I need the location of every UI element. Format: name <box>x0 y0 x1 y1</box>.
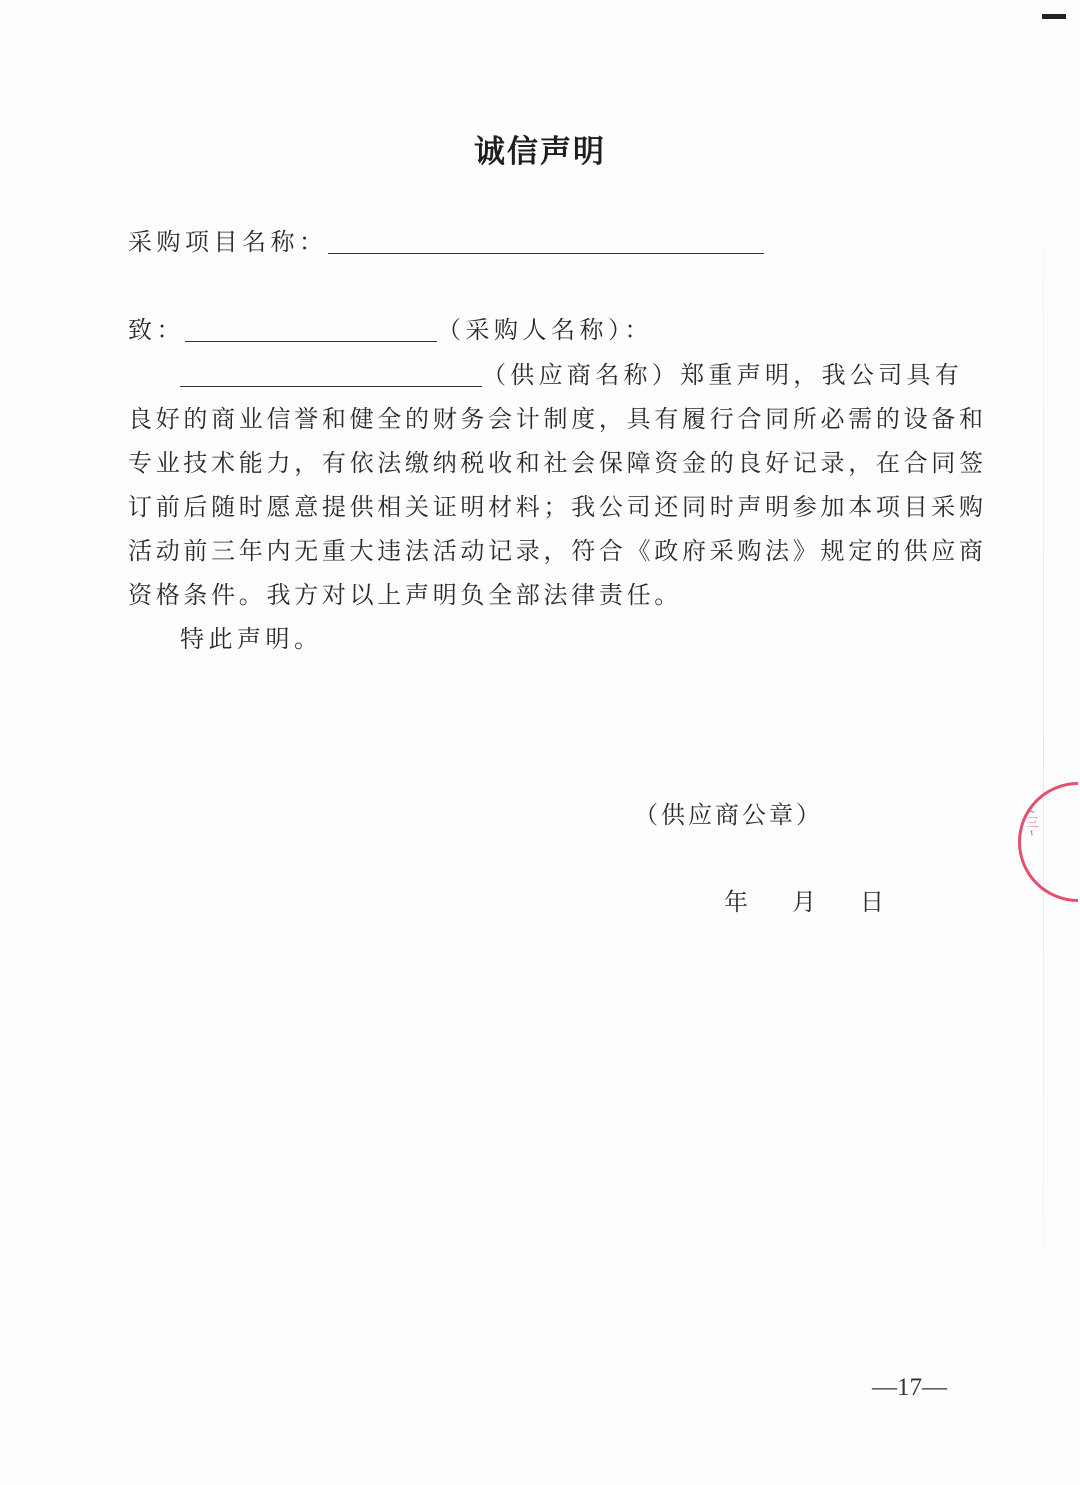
project-name-line <box>128 222 764 257</box>
body-line-1 <box>180 355 963 390</box>
project-name-blank[interactable] <box>328 229 764 254</box>
project-name-label: 采购项目名称： <box>128 228 328 256</box>
body-line-3: 专业技术能力，有依法缴纳税收和社会保障资金的良好记录，在合同签 <box>128 449 987 477</box>
addressee-line <box>128 310 653 345</box>
purchaser-name-hint: （采购人名称）： <box>437 316 653 344</box>
body-line-1-text: （供应商名称）郑重声明，我公司具有 <box>482 361 964 389</box>
seal-label: （供应商公章） <box>634 801 823 829</box>
closing-text: 特此声明。 <box>180 625 323 653</box>
corner-mark <box>1042 14 1066 19</box>
date-year: 年 <box>724 888 748 916</box>
document-title: 诚信声明 <box>474 134 606 170</box>
body-line-4: 订前后随时愿意提供相关证明材料；我公司还同时声明参加本项目采购 <box>128 493 987 521</box>
date-line <box>724 882 884 917</box>
page-number: —17— <box>872 1374 947 1401</box>
date-day: 日 <box>860 888 884 916</box>
body-line-5: 活动前三年内无重大违法活动记录，符合《政府采购法》规定的供应商 <box>128 537 987 565</box>
purchaser-name-blank[interactable] <box>185 317 437 342</box>
seal-stamp-marks: ｨ三ｰ <box>1025 808 1039 839</box>
body-line-6: 资格条件。我方对以上声明负全部法律责任。 <box>128 581 682 609</box>
supplier-name-blank[interactable] <box>180 362 482 387</box>
date-month: 月 <box>792 888 816 916</box>
scan-edge-line <box>1043 250 1044 1250</box>
to-label: 致： <box>128 316 185 344</box>
body-line-2: 良好的商业信誉和健全的财务会计制度，具有履行合同所必需的设备和 <box>128 405 987 433</box>
official-seal-stamp <box>1018 782 1078 902</box>
